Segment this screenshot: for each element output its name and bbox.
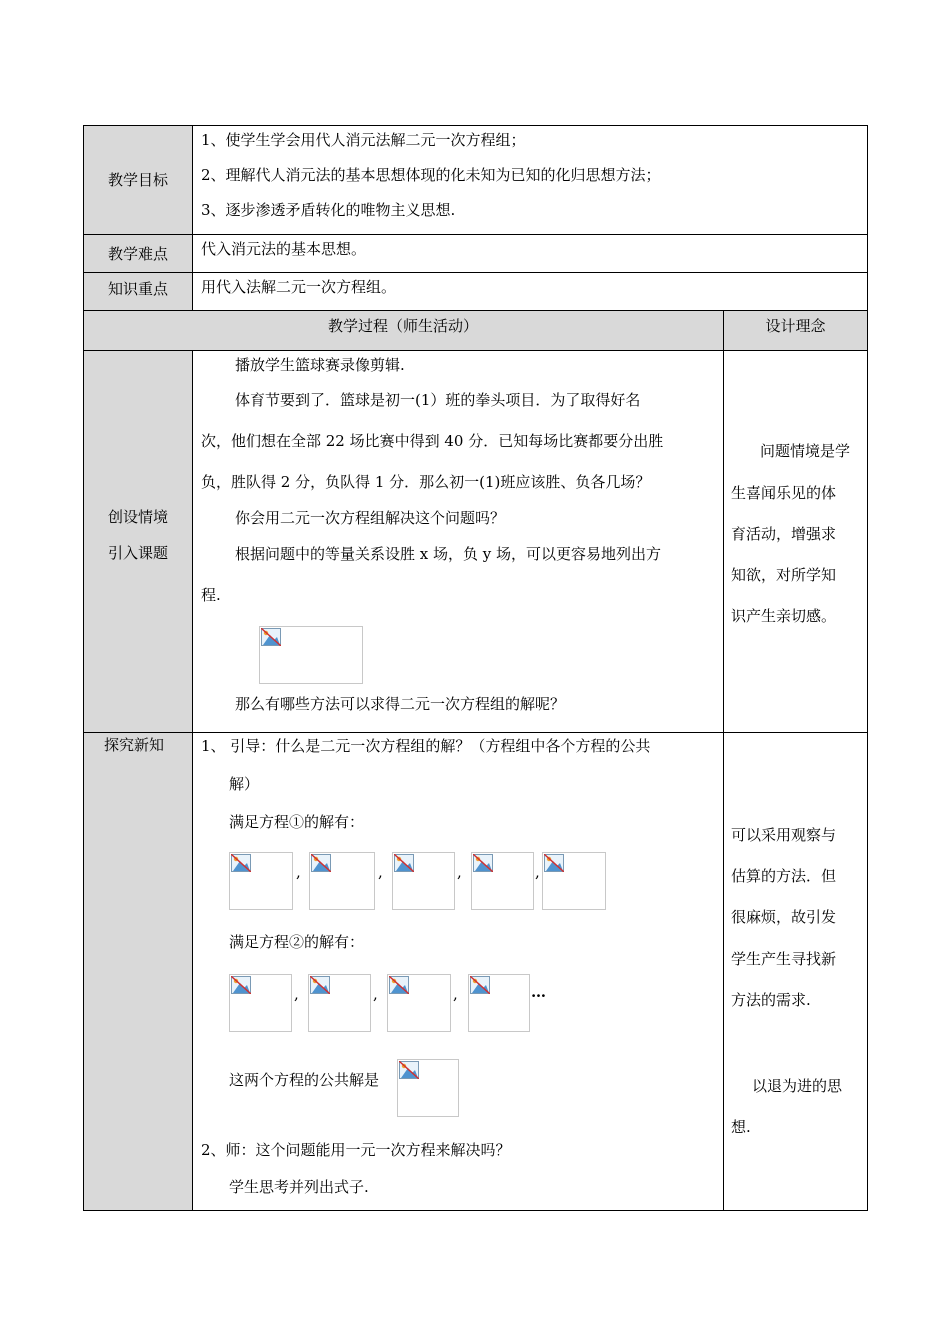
table-border-bottom <box>83 1210 868 1211</box>
solution-image <box>229 974 292 1032</box>
intro-label-line2: 引入课题 <box>107 544 168 562</box>
broken-image-icon <box>473 854 493 872</box>
ellipsis: … <box>531 983 546 1001</box>
separator: , <box>378 863 383 881</box>
table-rule <box>83 272 868 273</box>
keypoint-text: 用代入法解二元一次方程组。 <box>201 278 397 296</box>
broken-image-icon <box>389 976 409 994</box>
solution-image <box>308 974 371 1032</box>
broken-image-icon <box>310 976 330 994</box>
goals-label: 教学目标 <box>107 171 168 189</box>
explore-line: 满足方程②的解有： <box>229 933 365 951</box>
explore-line: 这两个方程的公共解是 <box>229 1071 380 1089</box>
explore-line: 2、师：这个问题能用一元一次方程来解决吗？ <box>201 1141 511 1159</box>
keypoint-label: 知识重点 <box>107 280 168 298</box>
explore-design-line: 方法的需求. <box>731 991 811 1009</box>
goal-line: 1、使学生学会用代人消元法解二元一次方程组； <box>201 131 526 149</box>
goal-line: 3、逐步渗透矛盾转化的唯物主义思想. <box>201 201 456 219</box>
explore-line: 1、 引导：什么是二元一次方程组的解？（方程组中各个方程的公共 <box>201 737 651 755</box>
explore-line: 满足方程①的解有： <box>229 813 365 831</box>
intro-design-line: 育活动，增强求 <box>731 525 837 543</box>
intro-line: 那么有哪些方法可以求得二元一次方程组的解呢？ <box>235 695 566 713</box>
separator: , <box>294 985 299 1003</box>
broken-image-icon <box>544 854 564 872</box>
intro-line: 程. <box>201 586 221 604</box>
difficulty-label: 教学难点 <box>107 245 168 263</box>
table-rule <box>83 350 868 351</box>
goal-line: 2、理解代人消元法的基本思想体现的化未知为已知的化归思想方法； <box>201 166 661 184</box>
explore-design-line: 估算的方法．但 <box>731 867 837 885</box>
broken-image-icon <box>261 628 281 646</box>
explore-label: 探究新知 <box>104 736 165 754</box>
broken-image-icon <box>470 976 490 994</box>
process-header: 教学过程（师生活动） <box>327 317 478 335</box>
solution-image <box>229 852 293 910</box>
design-header: 设计理念 <box>765 317 826 335</box>
explore-design-line: 想. <box>731 1118 751 1136</box>
explore-label-cell <box>83 732 193 1211</box>
solution-image <box>468 974 530 1032</box>
solution-image <box>392 852 455 910</box>
broken-image-icon <box>231 854 251 872</box>
equation-system-image <box>259 626 363 684</box>
explore-line: 解） <box>229 775 260 793</box>
table-rule <box>83 310 868 311</box>
intro-line: 根据问题中的等量关系设胜 x 场，负 y 场，可以更容易地列出方 <box>235 545 662 563</box>
intro-label-line1: 创设情境 <box>107 508 168 526</box>
design-column-divider <box>723 310 724 1211</box>
separator: , <box>373 985 378 1003</box>
intro-label-cell <box>83 350 193 732</box>
table-border-right <box>867 125 868 1211</box>
broken-image-icon <box>231 976 251 994</box>
intro-design-line: 问题情境是学 <box>760 442 851 460</box>
intro-design-line: 知欲，对所学知 <box>731 566 837 584</box>
intro-line: 次，他们想在全部 22 场比赛中得到 40 分．已知每场比赛都要分出胜 <box>201 432 664 450</box>
broken-image-icon <box>399 1061 419 1079</box>
solution-image <box>542 852 606 910</box>
separator: , <box>296 863 301 881</box>
table-rule <box>83 234 868 235</box>
broken-image-icon <box>394 854 414 872</box>
intro-design-line: 识产生亲切感。 <box>731 607 837 625</box>
difficulty-text: 代入消元法的基本思想。 <box>201 240 367 258</box>
intro-line: 负，胜队得 2 分，负队得 1 分．那么初一(1)班应该胜、负各几场？ <box>201 473 651 491</box>
intro-line: 体育节要到了．篮球是初一(1）班的拳头项目．为了取得好名 <box>235 391 641 409</box>
explore-design-line: 以退为进的思 <box>752 1077 843 1095</box>
table-border-top <box>83 125 868 126</box>
intro-line: 播放学生篮球赛录像剪辑. <box>235 356 405 374</box>
separator: , <box>535 863 540 881</box>
label-column-divider <box>192 350 193 1211</box>
explore-design-line: 可以采用观察与 <box>731 826 837 844</box>
explore-design-line: 很麻烦，故引发 <box>731 908 837 926</box>
intro-design-line: 生喜闻乐见的体 <box>731 484 837 502</box>
broken-image-icon <box>311 854 331 872</box>
separator: , <box>453 985 458 1003</box>
common-solution-image <box>397 1059 459 1117</box>
explore-design-line: 学生产生寻找新 <box>731 950 837 968</box>
solution-image <box>387 974 451 1032</box>
intro-line: 你会用二元一次方程组解决这个问题吗？ <box>235 509 506 527</box>
table-rule <box>83 732 868 733</box>
solution-image <box>471 852 534 910</box>
explore-line: 学生思考并列出式子. <box>229 1178 369 1196</box>
solution-image <box>309 852 375 910</box>
separator: , <box>457 863 462 881</box>
